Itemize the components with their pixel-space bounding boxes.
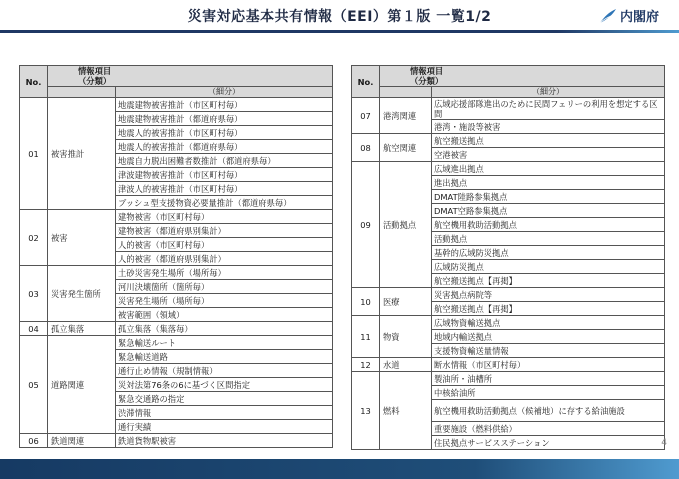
item-detail: 緊急輸送道路 [116, 350, 333, 364]
item-category: 医療 [380, 288, 432, 316]
item-detail: 進出拠点 [432, 176, 665, 190]
item-number: 04 [20, 322, 48, 336]
table-row [20, 266, 333, 280]
item-detail: ブッシュ型支援物資必要量推計（都道府県毎） [116, 196, 333, 210]
logo-text: 内閣府 [619, 10, 659, 25]
column-header-detail: （細分） [432, 87, 665, 98]
header-subrow [352, 87, 665, 98]
item-detail: 活動拠点 [432, 232, 665, 246]
table-row [352, 134, 665, 148]
item-detail: DMAT陸路参集拠点 [432, 190, 665, 204]
header-rule [0, 30, 679, 33]
page-number: 4 [661, 438, 667, 448]
item-detail: 空港被害 [432, 148, 665, 162]
item-detail: 支援物資輸送量情報 [432, 344, 665, 358]
item-detail: 地震人的被害推計（都道府県毎） [116, 140, 333, 154]
item-detail: 河川決壊箇所（箇所毎） [116, 280, 333, 294]
item-detail: 航空搬送拠点【再掲】 [432, 274, 665, 288]
column-header-item [48, 66, 333, 87]
item-detail: 津波建物被害推計（市区町村毎） [116, 168, 333, 182]
item-detail: 航空搬送拠点 [432, 134, 665, 148]
column-header-detail: （細分） [116, 87, 333, 98]
header-row [20, 66, 333, 87]
item-detail: 港湾・施設等被害 [432, 120, 665, 134]
eei-table-right [351, 65, 665, 450]
leaf-logo-icon [599, 8, 617, 24]
table-row [20, 322, 333, 336]
item-detail: 製油所・油槽所 [432, 372, 665, 386]
item-detail: 広域物資輸送拠点 [432, 316, 665, 330]
item-detail: 地域内輸送拠点 [432, 330, 665, 344]
item-detail: 建物被害（市区町村毎） [116, 210, 333, 224]
item-detail: 鉄道貨物駅被害 [116, 434, 333, 448]
item-detail: 中核給油所 [432, 386, 665, 400]
table-row [352, 372, 665, 386]
item-detail: 航空搬送拠点【再掲】 [432, 302, 665, 316]
item-number: 03 [20, 266, 48, 322]
item-detail: 地震建物被害推計（都道府県毎） [116, 112, 333, 126]
item-number: 01 [20, 98, 48, 210]
table-row [352, 288, 665, 302]
item-detail: 津波人的被害推計（市区町村毎） [116, 182, 333, 196]
table-row [352, 358, 665, 372]
item-category: 港湾関連 [380, 98, 432, 134]
header-subrow [20, 87, 333, 98]
item-detail: 渋滞情報 [116, 406, 333, 420]
item-detail: 重要施設（燃料供給） [432, 422, 665, 436]
table-row [20, 336, 333, 350]
table-row [20, 98, 333, 112]
item-detail: 被害範囲（領域） [116, 308, 333, 322]
item-number: 07 [352, 98, 380, 134]
item-number: 08 [352, 134, 380, 162]
item-number: 02 [20, 210, 48, 266]
item-number: 12 [352, 358, 380, 372]
item-detail: 広域防災拠点 [432, 260, 665, 274]
item-detail: 広域応援部隊進出のために民間フェリーの利用を想定する区間 [432, 98, 665, 120]
column-header-no: No. [352, 66, 380, 98]
item-detail: 災対法第76条の6に基づく区間指定 [116, 378, 333, 392]
item-detail: 建物被害（都道府県別集計） [116, 224, 333, 238]
header-row [352, 66, 665, 87]
item-category: 水道 [380, 358, 432, 372]
item-detail: 地震自力脱出困難者数推計（都道府県毎） [116, 154, 333, 168]
item-detail: 地震人的被害推計（市区町村毎） [116, 126, 333, 140]
column-header-item-label: 情報項目 [410, 66, 444, 76]
item-category: 物資 [380, 316, 432, 358]
item-number: 06 [20, 434, 48, 448]
item-category: 鉄道関連 [48, 434, 116, 448]
item-detail: 土砂災害発生場所（場所毎） [116, 266, 333, 280]
column-header-no: No. [20, 66, 48, 98]
item-category: 災害発生箇所 [48, 266, 116, 322]
item-number: 11 [352, 316, 380, 358]
item-category: 燃料 [380, 372, 432, 450]
item-category: 道路関連 [48, 336, 116, 434]
item-category: 被害 [48, 210, 116, 266]
item-detail: 航空機用救助活動拠点 [432, 218, 665, 232]
column-header-item [380, 66, 665, 87]
item-detail: 住民拠点サービスステーション [432, 436, 665, 450]
item-detail: 地震建物被害推計（市区町村毎） [116, 98, 333, 112]
item-number: 09 [352, 162, 380, 288]
footer-bar [0, 459, 679, 479]
item-category: 活動拠点 [380, 162, 432, 288]
table-row [352, 162, 665, 176]
item-number: 05 [20, 336, 48, 434]
column-header-class-spacer [48, 87, 116, 98]
item-detail: DMAT空路参集拠点 [432, 204, 665, 218]
page-title: 災害対応基本共有情報（EEI）第１版 一覧1/2 [187, 9, 492, 25]
column-header-class-label: （分類） [410, 76, 444, 86]
item-category: 孤立集落 [48, 322, 116, 336]
item-number: 10 [352, 288, 380, 316]
item-detail: 孤立集落（集落毎） [116, 322, 333, 336]
item-detail: 広域進出拠点 [432, 162, 665, 176]
cabinet-office-logo [599, 6, 659, 25]
column-header-item-label: 情報項目 [78, 66, 112, 76]
item-detail: 通行止め情報（規制情報） [116, 364, 333, 378]
item-detail: 人的被害（市区町村毎） [116, 238, 333, 252]
item-detail: 災害発生場所（場所毎） [116, 294, 333, 308]
eei-table-left [19, 65, 333, 448]
item-category: 航空関連 [380, 134, 432, 162]
item-detail: 人的被害（都道府県別集計） [116, 252, 333, 266]
table-row [352, 316, 665, 330]
item-detail: 基幹的広域防災拠点 [432, 246, 665, 260]
table-row [352, 98, 665, 120]
item-number: 13 [352, 372, 380, 450]
item-detail: 断水情報（市区町村毎） [432, 358, 665, 372]
table-row [20, 210, 333, 224]
item-detail: 緊急輸送ルート [116, 336, 333, 350]
item-detail: 災害拠点病院等 [432, 288, 665, 302]
column-header-class-label: （分類） [78, 76, 112, 86]
item-category: 被害推計 [48, 98, 116, 210]
item-detail: 航空機用救助活動拠点（候補地）に存する給油施設 [432, 400, 665, 422]
column-header-class-spacer [380, 87, 432, 98]
table-row [20, 434, 333, 448]
item-detail: 緊急交通路の指定 [116, 392, 333, 406]
item-detail: 通行実績 [116, 420, 333, 434]
